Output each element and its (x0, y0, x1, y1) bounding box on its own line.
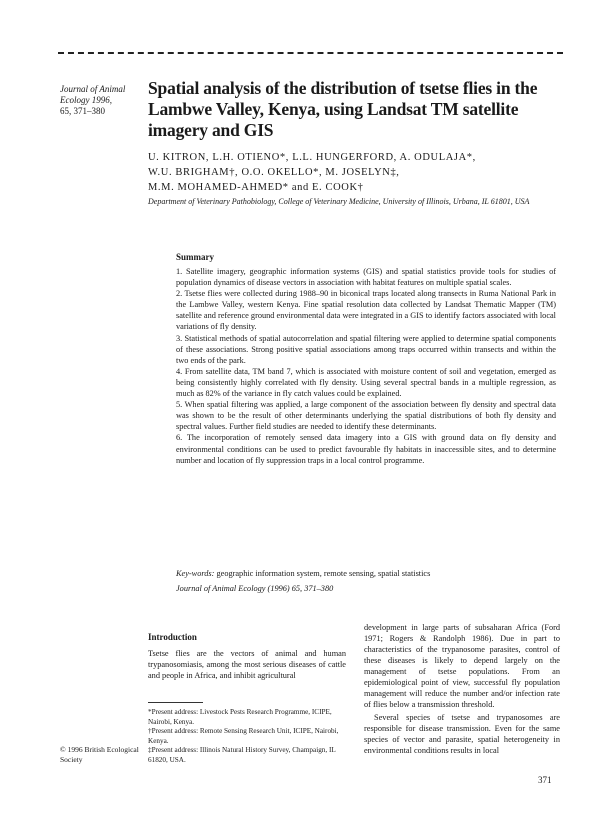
authors-line-3: M.M. MOHAMED-AHMED* and E. COOK† (148, 182, 364, 193)
citation: Journal of Animal Ecology (1996) 65, 371–380 (176, 584, 334, 593)
journal-name-line2: Ecology 1996, (60, 95, 112, 105)
footnote-3: ‡Present address: Illinois Natural History Survey, Champaign, IL 61820, USA. (148, 746, 336, 764)
journal-meta (60, 84, 142, 117)
summary-body (176, 266, 556, 466)
footnote-rule (148, 702, 203, 703)
summary-heading: Summary (176, 252, 214, 262)
keywords-label: Key-words: (176, 569, 215, 578)
keywords (176, 568, 556, 579)
footnotes (148, 708, 346, 765)
introduction-left-text: Tsetse flies are the vectors of animal and human trypanosomiasis, among the most serious diseases of cattle and people in Africa, and inhibit agricultural (148, 649, 346, 680)
summary-item-1: 1. Satellite imagery, geographic information systems (GIS) and spatial statistics provide tools for studies of population dynamics of disease vectors in association with habitat features on multiple spatial scales. (176, 267, 556, 288)
copyright-notice: © 1996 British Ecological Society (60, 745, 139, 764)
page-number: 371 (538, 775, 552, 785)
summary-item-4: 4. From satellite data, TM band 7, which is associated with moisture content of soil and vegetation, emerged as being consistently highly correlated with fly density. Using several spectral bands in a multiple regression, as much as 82% of the variance in fly catch values could be explained. (176, 366, 556, 399)
authors-line-2: W.U. BRIGHAM†, O.O. OKELLO*, M. JOSELYN‡, (148, 167, 400, 178)
author-list (148, 150, 563, 195)
summary-item-6: 6. The incorporation of remotely sensed data imagery into a GIS with ground data on fly density and environmental conditions can be used to predict favourable fly habitats in inaccessible sites, and to determine number and location of fly suppression traps in a local control programme. (176, 433, 556, 465)
footnote-2: †Present address: Remote Sensing Research Unit, ICIPE, Nairobi, Kenya. (148, 727, 339, 745)
introduction-right-column (364, 622, 560, 756)
summary-item-5: 5. When spatial filtering was applied, a large component of the association between fly density and spectral data was shown to be the result of other determinants underlying the spatial distributions of both fly density and spectral values. Further field studies are needed to identify these determinants. (176, 400, 556, 432)
introduction-heading: Introduction (148, 632, 197, 642)
journal-name-line1: Journal of Animal (60, 84, 126, 94)
summary-item-3: 3. Statistical methods of spatial autocorrelation and spatial filtering were applied to determine spatial components of these associations. Strong positive spatial associations among traps occurred within transects and within the two ends of the park. (176, 333, 556, 365)
affiliation: Department of Veterinary Pathobiology, College of Veterinary Medicine, University of Illinois, Urbana, IL 61801, USA (148, 197, 530, 206)
introduction-right-paragraph-1: development in large parts of subsaharan Africa (Ford 1971; Rogers & Randolph 1986). Due in part to characteristics of the trypanosome parasites, control of these diseases is likely to depend largely on the management of tsetse populations. From an epidemiological point of view, successful fly population management will reduce the number and/or infection rate of flies below a transmission threshold. (364, 623, 560, 709)
journal-volume-pages: 65, 371–380 (60, 106, 105, 116)
keywords-text: geographic information system, remote sensing, spatial statistics (216, 569, 431, 578)
introduction-left-column (148, 648, 346, 681)
summary-item-2: 2. Tsetse flies were collected during 1988–90 in biconical traps located along transects in Ruma National Park in the Lambwe Valley, western Kenya. Fine spatial resolution data collected by Landsat Thematic Mapper (TM) satellite and reference ground environmental data were integrated in a GIS to identify factors associated with local variations of fly density. (176, 289, 556, 332)
introduction-right-paragraph-2: Several species of tsetse and trypanosomes are responsible for disease transmission. Even for the same species of vector and parasite, spatial heterogeneity in environmental conditions results in local (364, 713, 560, 755)
footnote-1: *Present address: Livestock Pests Research Programme, ICIPE, Nairobi, Kenya. (148, 708, 332, 726)
article-title: Spatial analysis of the distribution of tsetse flies in the Lambwe Valley, Kenya, using Landsat TM satellite imagery and GIS (148, 78, 538, 140)
authors-line-1: U. KITRON, L.H. OTIENO*, L.L. HUNGERFORD, A. ODULAJA*, (148, 152, 476, 163)
header-rule (58, 52, 563, 54)
